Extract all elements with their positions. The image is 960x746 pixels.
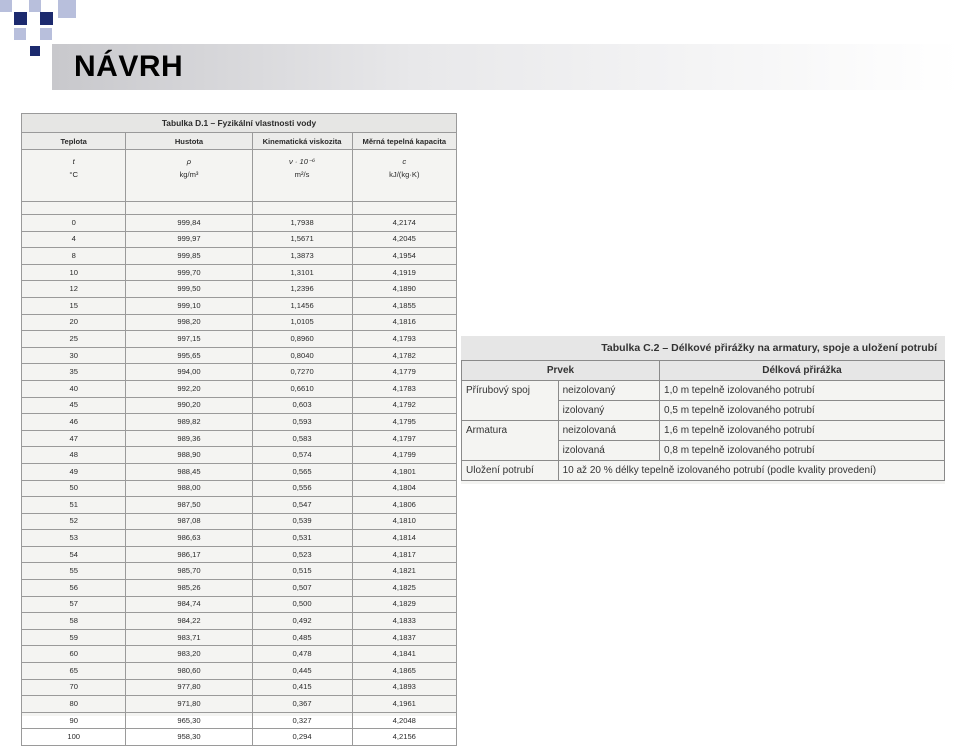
table-cell: 4,1825	[352, 580, 456, 597]
table-cell: 0,7270	[252, 364, 352, 381]
table-cell: 15	[22, 297, 126, 314]
table-cell: 54	[22, 546, 126, 563]
table-cell: 47	[22, 430, 126, 447]
table-cell: 992,20	[126, 380, 252, 397]
table-cell: neizolovaný	[558, 381, 659, 401]
table-cell: 4,1799	[352, 447, 456, 464]
table-cell: 1,2396	[252, 281, 352, 298]
col-header-kapacita: Měrná tepelná kapacita	[352, 133, 456, 150]
table-cell: 57	[22, 596, 126, 613]
table-cell: 4,1841	[352, 646, 456, 663]
decor-square	[14, 28, 26, 40]
table-row	[22, 663, 457, 680]
table-cell: 60	[22, 646, 126, 663]
table-row	[22, 646, 457, 663]
table-cell: 0,547	[252, 497, 352, 514]
table-row	[22, 497, 457, 514]
table-cell: 4,1816	[352, 314, 456, 331]
table-row	[22, 712, 457, 729]
unit: m²/s	[294, 170, 310, 179]
title-bar	[52, 44, 960, 90]
table-cell: 100	[22, 729, 126, 746]
table-cell: 4,2048	[352, 712, 456, 729]
table-row	[22, 414, 457, 431]
table-cell: 999,50	[126, 281, 252, 298]
table-row	[22, 380, 457, 397]
symbol-cell	[126, 150, 252, 202]
symbol: t	[72, 157, 75, 166]
table-cell: 988,45	[126, 463, 252, 480]
table-cell: 989,36	[126, 430, 252, 447]
table-caption: Tabulka C.2 – Délkové přirážky na armatury, spoje a uložení potrubí	[461, 336, 945, 360]
decor-square	[58, 0, 76, 18]
table-cell: 0,603	[252, 397, 352, 414]
table-cell: 984,22	[126, 613, 252, 630]
table-cell: 8	[22, 248, 126, 265]
table-cell: 4,1782	[352, 347, 456, 364]
col-header-viskozita: Kinematická viskozita	[252, 133, 352, 150]
water-properties-table	[21, 113, 457, 742]
table-cell: 0,500	[252, 596, 352, 613]
unit: kJ/(kg·K)	[389, 170, 420, 179]
table-cell: 999,10	[126, 297, 252, 314]
table-cell: 988,00	[126, 480, 252, 497]
table-cell: 20	[22, 314, 126, 331]
table-cell: 4,1817	[352, 546, 456, 563]
table-cell: 999,85	[126, 248, 252, 265]
table-cell: 977,80	[126, 679, 252, 696]
col-header-prvek: Prvek	[462, 361, 660, 381]
table-cell: 0,556	[252, 480, 352, 497]
table-cell: 0,523	[252, 546, 352, 563]
table-cell: 0,492	[252, 613, 352, 630]
table-cell: 0,8 m tepelně izolovaného potrubí	[660, 441, 945, 461]
table-cell: izolovaný	[558, 401, 659, 421]
table-cell: 4,1865	[352, 663, 456, 680]
table-cell: 999,84	[126, 215, 252, 232]
decor-square	[40, 28, 52, 40]
table-row	[22, 364, 457, 381]
length-allowance-table	[461, 336, 945, 484]
table-cell: 4,1961	[352, 696, 456, 713]
table-cell: 4,1893	[352, 679, 456, 696]
table-cell: 0,327	[252, 712, 352, 729]
table-cell: Uložení potrubí	[462, 461, 559, 481]
decor-square	[0, 0, 12, 12]
table-cell: 0,593	[252, 414, 352, 431]
table-cell: 1,3873	[252, 248, 352, 265]
table-row	[22, 331, 457, 348]
table-cell: 48	[22, 447, 126, 464]
table-cell: 80	[22, 696, 126, 713]
table-cell: 40	[22, 380, 126, 397]
table-cell: Armatura	[462, 421, 559, 441]
table-cell: 50	[22, 480, 126, 497]
table-cell: 4,1810	[352, 513, 456, 530]
table-cell: 984,74	[126, 596, 252, 613]
table-row	[22, 629, 457, 646]
table-cell: 55	[22, 563, 126, 580]
table-cell: 45	[22, 397, 126, 414]
table-row	[462, 381, 945, 401]
symbol: ρ	[186, 157, 192, 166]
table-row	[22, 397, 457, 414]
symbol: c	[402, 157, 407, 166]
table-cell: 4,1919	[352, 264, 456, 281]
table-cell: 30	[22, 347, 126, 364]
decor-square	[30, 46, 40, 56]
slide-title: NÁVRH	[74, 50, 184, 83]
table-cell: 983,71	[126, 629, 252, 646]
table-row	[22, 480, 457, 497]
table-cell: 56	[22, 580, 126, 597]
table-cell: 0,478	[252, 646, 352, 663]
table-cell: 58	[22, 613, 126, 630]
table-cell: 958,30	[126, 729, 252, 746]
table-row	[22, 563, 457, 580]
table-cell: 4,1814	[352, 530, 456, 547]
table-cell: 4,2174	[352, 215, 456, 232]
table-cell: 4,1804	[352, 480, 456, 497]
table-cell: 0,367	[252, 696, 352, 713]
table-cell: 53	[22, 530, 126, 547]
unit: °C	[69, 170, 78, 179]
col-header-teplota: Teplota	[22, 133, 126, 150]
table-row	[22, 679, 457, 696]
table-row	[462, 401, 945, 421]
table-cell: 1,0105	[252, 314, 352, 331]
table-cell: 4,1793	[352, 331, 456, 348]
table-cell: 987,08	[126, 513, 252, 530]
table-cell: 998,20	[126, 314, 252, 331]
table-cell: 994,00	[126, 364, 252, 381]
table-cell: 1,0 m tepelně izolovaného potrubí	[660, 381, 945, 401]
table-cell: 65	[22, 663, 126, 680]
table-row	[22, 281, 457, 298]
table-cell: 0,8040	[252, 347, 352, 364]
table-cell: 0,515	[252, 563, 352, 580]
table-cell: 0,445	[252, 663, 352, 680]
table-cell: 0,294	[252, 729, 352, 746]
decor-square	[14, 12, 27, 25]
table-cell: 59	[22, 629, 126, 646]
symbol-cell	[22, 150, 126, 202]
table-row	[22, 248, 457, 265]
table-cell: 965,30	[126, 712, 252, 729]
table-cell: 49	[22, 463, 126, 480]
decor-square	[29, 0, 41, 12]
decor-square	[40, 12, 53, 25]
table-cell: 52	[22, 513, 126, 530]
table-row	[22, 546, 457, 563]
table-cell: 971,80	[126, 696, 252, 713]
table-cell: 4,1779	[352, 364, 456, 381]
table-cell	[462, 401, 559, 421]
table-cell: 4	[22, 231, 126, 248]
table-cell: 987,50	[126, 497, 252, 514]
table-cell: 1,5671	[252, 231, 352, 248]
table-cell: 986,17	[126, 546, 252, 563]
symbol-cell	[352, 150, 456, 202]
table-cell: neizolovaná	[558, 421, 659, 441]
table-cell: 980,60	[126, 663, 252, 680]
table-cell: 0,531	[252, 530, 352, 547]
table-caption: Tabulka D.1 – Fyzikální vlastnosti vody	[22, 114, 457, 133]
table-cell: 1,7938	[252, 215, 352, 232]
table-cell: 70	[22, 679, 126, 696]
table-cell: 4,1855	[352, 297, 456, 314]
table-cell: 995,65	[126, 347, 252, 364]
table-cell: 4,1792	[352, 397, 456, 414]
table-row	[22, 430, 457, 447]
table-cell: 1,6 m tepelně izolovaného potrubí	[660, 421, 945, 441]
table-cell: 990,20	[126, 397, 252, 414]
table-cell: izolovaná	[558, 441, 659, 461]
table-cell: 988,90	[126, 447, 252, 464]
table-cell: 985,26	[126, 580, 252, 597]
table-row	[22, 347, 457, 364]
table-row	[22, 729, 457, 746]
table-row	[22, 264, 457, 281]
table-cell: 0,415	[252, 679, 352, 696]
table-row	[22, 314, 457, 331]
table-row	[22, 580, 457, 597]
unit: kg/m³	[179, 170, 199, 179]
table-cell: 0,583	[252, 430, 352, 447]
table-cell: 4,1783	[352, 380, 456, 397]
table-row	[22, 231, 457, 248]
table-row	[22, 596, 457, 613]
table-cell: 12	[22, 281, 126, 298]
table-cell: 4,1821	[352, 563, 456, 580]
symbol-cell	[252, 150, 352, 202]
table-row	[22, 513, 457, 530]
table-cell: 4,1954	[352, 248, 456, 265]
table-row	[22, 613, 457, 630]
table-cell: 35	[22, 364, 126, 381]
table-cell: 0,6610	[252, 380, 352, 397]
table-cell: 989,82	[126, 414, 252, 431]
table-cell: 4,1829	[352, 596, 456, 613]
table-cell: 4,1795	[352, 414, 456, 431]
table-cell: 1,3101	[252, 264, 352, 281]
table-cell: 0,507	[252, 580, 352, 597]
table-cell: 0,574	[252, 447, 352, 464]
table-row	[462, 441, 945, 461]
table-cell: 999,70	[126, 264, 252, 281]
table-row	[22, 530, 457, 547]
table-cell: 983,20	[126, 646, 252, 663]
col-header-hustota: Hustota	[126, 133, 252, 150]
table-cell: 4,1837	[352, 629, 456, 646]
table-cell: 25	[22, 331, 126, 348]
table-cell: 997,15	[126, 331, 252, 348]
table-cell: 0,8960	[252, 331, 352, 348]
col-header-prirazka: Délková přirážka	[660, 361, 945, 381]
table-cell: 4,1806	[352, 497, 456, 514]
table-row	[22, 447, 457, 464]
table-cell: 985,70	[126, 563, 252, 580]
table-row	[462, 461, 945, 481]
table-row	[462, 421, 945, 441]
table-cell: 0,5 m tepelně izolovaného potrubí	[660, 401, 945, 421]
table-cell	[462, 441, 559, 461]
table-row	[22, 696, 457, 713]
table-row	[22, 463, 457, 480]
table-cell: 986,63	[126, 530, 252, 547]
table-cell: 0,539	[252, 513, 352, 530]
table-cell: 4,1801	[352, 463, 456, 480]
table-cell: 46	[22, 414, 126, 431]
table-cell: 4,1890	[352, 281, 456, 298]
table-row	[22, 297, 457, 314]
table-cell: 0,485	[252, 629, 352, 646]
table-body	[22, 215, 457, 746]
table-cell: 4,2156	[352, 729, 456, 746]
table-cell: 1,1456	[252, 297, 352, 314]
table-cell: 4,2045	[352, 231, 456, 248]
table-cell: Přírubový spoj	[462, 381, 559, 401]
table-cell: 0,565	[252, 463, 352, 480]
table-cell: 0	[22, 215, 126, 232]
table-cell: 10	[22, 264, 126, 281]
table-row	[22, 215, 457, 232]
table-cell: 4,1833	[352, 613, 456, 630]
symbol: ν · 10⁻⁶	[288, 157, 316, 166]
table-cell: 90	[22, 712, 126, 729]
table-cell: 999,97	[126, 231, 252, 248]
table-cell: 51	[22, 497, 126, 514]
table-cell: 10 až 20 % délky tepelně izolovaného potrubí (podle kvality provedení)	[558, 461, 944, 481]
table-cell: 4,1797	[352, 430, 456, 447]
